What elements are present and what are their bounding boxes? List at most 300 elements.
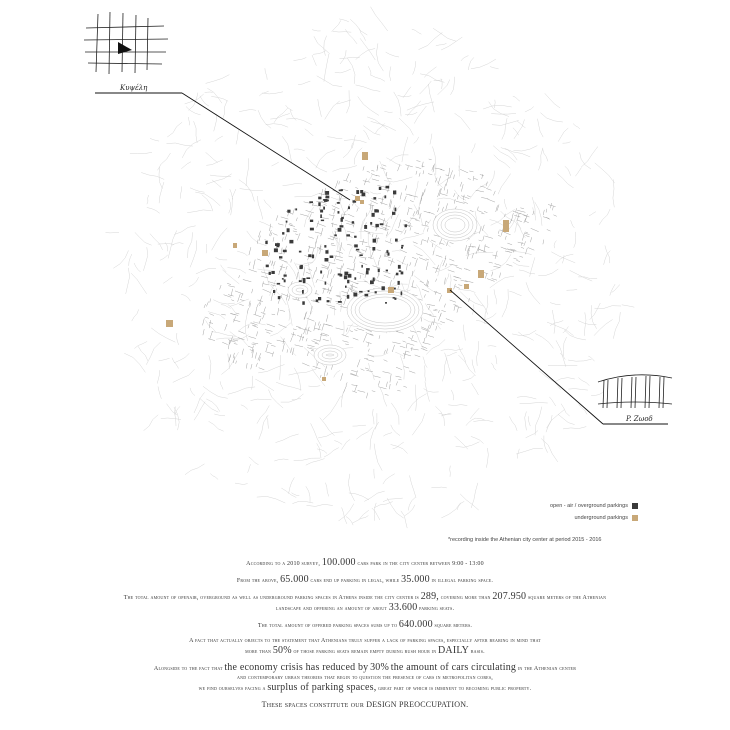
street-segment <box>565 166 571 176</box>
city-block-edge <box>427 304 435 305</box>
city-block-edge <box>249 336 257 338</box>
city-block-edge <box>482 225 484 231</box>
city-block-edge <box>210 299 211 303</box>
sketch-columns-bottom <box>594 368 676 414</box>
city-block-edge <box>327 305 335 307</box>
city-block-edge <box>231 289 233 296</box>
city-block-edge <box>396 367 402 370</box>
city-block-edge <box>410 200 414 202</box>
city-block-edge <box>372 234 373 238</box>
underground-parking-marker <box>322 377 326 381</box>
street-segment <box>545 93 560 108</box>
city-block-edge <box>381 214 385 215</box>
street-segment <box>274 108 288 123</box>
city-block-edge <box>322 323 324 330</box>
street-segment <box>563 337 566 356</box>
street-segment <box>270 323 291 336</box>
city-block-edge <box>236 313 239 314</box>
city-block-edge <box>415 258 418 266</box>
city-block-edge <box>428 336 434 338</box>
street-segment <box>291 493 299 496</box>
street-segment <box>306 486 310 502</box>
street-segment <box>294 458 321 460</box>
street-segment <box>514 119 525 138</box>
street-segment <box>194 392 205 413</box>
city-block-edge <box>252 289 253 293</box>
open-air-parking-marker <box>323 207 325 210</box>
street-segment <box>437 177 451 186</box>
street-segment <box>458 345 465 362</box>
street-segment <box>358 97 379 116</box>
street-segment <box>384 111 392 112</box>
street-segment <box>517 396 536 399</box>
open-air-parking-marker <box>395 239 398 242</box>
city-block-edge <box>277 308 278 315</box>
underground-parking-marker <box>360 200 364 204</box>
open-air-parking-marker <box>341 218 343 222</box>
open-air-parking-marker <box>401 247 403 249</box>
city-block-edge <box>390 258 393 265</box>
city-block-edge <box>270 261 271 264</box>
open-air-parking-marker <box>275 243 278 246</box>
street-segment <box>391 403 399 425</box>
open-air-parking-marker <box>318 197 321 200</box>
city-block-edge <box>435 309 438 310</box>
open-air-parking-marker <box>330 256 334 259</box>
city-block-edge <box>449 259 454 261</box>
open-air-parking-marker <box>308 254 311 257</box>
street-segment <box>455 436 468 449</box>
city-block-edge <box>341 373 343 381</box>
street-segment <box>266 416 268 428</box>
open-air-parking-marker <box>284 279 286 282</box>
city-block-edge <box>364 358 368 359</box>
open-air-parking-marker <box>325 191 329 195</box>
city-block-edge <box>436 279 437 282</box>
p5-text-d: basis. <box>470 649 485 655</box>
city-block-edge <box>240 300 245 301</box>
city-block-edge <box>479 240 482 241</box>
open-air-parking-marker <box>348 274 352 278</box>
street-segment <box>317 76 342 87</box>
street-segment <box>335 231 339 252</box>
city-block-edge <box>495 264 501 266</box>
city-block-edge <box>271 345 275 346</box>
city-block-edge <box>470 210 474 211</box>
street-segment <box>194 121 198 143</box>
city-block-edge <box>285 222 286 227</box>
street-segment <box>471 436 484 443</box>
city-block-edge <box>349 256 353 257</box>
city-block-edge <box>517 220 522 222</box>
city-block-edge <box>400 250 407 253</box>
street-segment <box>212 228 228 251</box>
street-segment <box>376 43 383 71</box>
street-segment <box>558 414 575 424</box>
p7-text-a: These spaces constitute our <box>261 700 365 709</box>
city-block-edge <box>436 255 443 257</box>
street-segment <box>180 186 181 198</box>
city-block-edge <box>521 247 524 248</box>
street-segment <box>502 118 507 139</box>
city-block-edge <box>295 345 304 347</box>
city-block-edge <box>385 222 387 231</box>
street-segment <box>538 119 544 137</box>
city-block-edge <box>476 190 484 192</box>
street-segment <box>312 30 321 31</box>
underground-parking-marker <box>233 243 237 248</box>
city-block-edge <box>426 259 429 260</box>
sketch-bottom-caption: P. Ζωοδ <box>626 415 653 423</box>
street-segment <box>380 161 392 185</box>
city-block-edge <box>454 199 455 204</box>
city-block-edge <box>405 165 412 167</box>
city-block-edge <box>514 215 520 217</box>
street-segment <box>286 118 311 125</box>
leader-line-bottom-diagonal <box>450 290 603 424</box>
p3-number-1: 289, <box>420 591 439 602</box>
street-segment <box>306 459 325 466</box>
city-block-edge <box>416 161 420 162</box>
street-segment <box>340 198 344 213</box>
city-block-edge <box>360 275 361 279</box>
city-block-edge <box>248 325 249 328</box>
underground-swatch <box>632 515 638 521</box>
city-block-edge <box>432 244 433 248</box>
city-block-edge <box>236 361 237 364</box>
street-segment <box>349 245 354 255</box>
city-block-edge <box>255 309 257 315</box>
city-block-edge <box>363 181 370 183</box>
street-segment <box>484 313 496 320</box>
street-segment <box>486 448 488 468</box>
city-block-edge <box>365 368 369 369</box>
p2-text-c: in illegal parking space. <box>431 578 494 584</box>
street-segment <box>339 238 340 257</box>
city-block-edge <box>263 284 269 285</box>
street-segment <box>429 84 435 112</box>
open-air-parking-marker <box>386 250 388 253</box>
street-segment <box>308 262 315 288</box>
street-segment <box>476 418 484 420</box>
street-segment <box>463 325 465 341</box>
city-block-edge <box>323 339 329 341</box>
street-segment <box>347 58 355 84</box>
street-segment <box>562 255 564 263</box>
city-block-edge <box>209 323 213 324</box>
city-block-edge <box>485 236 493 238</box>
street-segment <box>185 464 205 475</box>
open-air-parking-marker <box>347 280 349 284</box>
street-segment <box>205 92 213 93</box>
city-block-edge <box>412 280 413 287</box>
city-block-edge <box>209 314 214 316</box>
city-block-edge <box>421 348 428 351</box>
city-block-edge <box>360 241 368 242</box>
open-air-parking-marker <box>299 280 302 282</box>
open-air-parking-marker <box>370 222 372 225</box>
street-segment <box>416 285 423 300</box>
city-block-edge <box>259 368 265 370</box>
street-segment <box>268 282 286 305</box>
open-air-parking-marker <box>287 228 290 232</box>
city-block-edge <box>335 181 338 189</box>
city-block-edge <box>210 331 213 339</box>
city-block-edge <box>444 184 446 191</box>
city-block-edge <box>320 375 321 378</box>
street-segment <box>281 394 304 402</box>
street-segment <box>412 413 425 435</box>
city-block-edge <box>438 310 439 313</box>
city-block-edge <box>347 328 348 332</box>
street-segment <box>206 160 222 165</box>
city-block-edge <box>255 352 256 358</box>
city-block-edge <box>220 285 222 289</box>
city-block-edge <box>543 240 544 245</box>
street-segment <box>337 100 351 104</box>
city-block-edge <box>360 262 368 265</box>
street-segment <box>339 504 354 521</box>
city-block-edge <box>383 372 391 374</box>
street-segment <box>578 378 589 386</box>
city-block-edge <box>364 179 366 186</box>
street-segment <box>276 434 299 443</box>
city-block-edge <box>289 223 292 224</box>
street-segment <box>578 277 597 279</box>
open-air-parking-marker <box>373 197 376 199</box>
city-block-edge <box>249 247 251 255</box>
p6-text-a: Alongside to the fact that <box>153 666 223 672</box>
street-segment <box>405 112 417 114</box>
city-block-edge <box>450 243 454 244</box>
city-block-edge <box>518 242 524 244</box>
p6-text-d: in the Athenian center <box>517 666 577 672</box>
street-segment <box>446 274 450 285</box>
city-block-edge <box>247 308 248 313</box>
city-block-edge <box>343 295 348 296</box>
open-air-parking-marker <box>359 291 363 293</box>
city-block-edge <box>511 213 513 221</box>
city-block-edge <box>289 225 295 227</box>
city-block-edge <box>385 256 391 258</box>
city-block-edge <box>233 316 235 322</box>
street-segment <box>416 385 417 411</box>
street-segment <box>298 81 310 84</box>
city-block-edge <box>264 307 266 313</box>
open-air-parking-marker <box>295 208 297 210</box>
city-block-edge <box>524 241 526 246</box>
city-block-edge <box>417 331 421 332</box>
street-segment <box>539 148 543 171</box>
city-block-edge <box>368 257 373 258</box>
city-block-edge <box>433 310 437 311</box>
street-segment <box>143 247 147 271</box>
city-block-edge <box>498 236 501 237</box>
city-block-edge <box>479 227 481 234</box>
city-block-edge <box>315 328 321 330</box>
city-block-edge <box>307 352 308 357</box>
city-block-edge <box>436 326 437 330</box>
city-block-edge <box>485 246 490 248</box>
street-segment <box>383 474 395 484</box>
street-segment <box>160 255 168 260</box>
street-segment <box>333 166 357 172</box>
city-block-edge <box>398 164 401 171</box>
street-segment <box>236 130 239 144</box>
p6-text-f: we find ourselves facing a <box>198 686 266 692</box>
city-block-edge <box>234 344 238 345</box>
city-block-edge <box>419 173 420 177</box>
city-block-edge <box>553 215 556 217</box>
street-segment <box>190 388 195 396</box>
street-segment <box>512 330 536 335</box>
street-segment <box>206 174 232 185</box>
legend-open-air <box>550 500 638 512</box>
city-block-edge <box>342 341 348 343</box>
open-air-parking-marker <box>302 301 305 305</box>
street-segment <box>426 340 445 355</box>
city-block-edge <box>433 251 434 255</box>
city-block-edge <box>342 335 349 338</box>
street-segment <box>306 157 327 172</box>
city-block-edge <box>225 324 227 331</box>
city-block-edge <box>429 316 436 317</box>
street-segment <box>402 137 408 162</box>
street-segment <box>364 491 384 501</box>
street-segment <box>332 232 344 251</box>
city-block-edge <box>525 234 530 235</box>
city-block-edge <box>281 264 283 270</box>
city-block-edge <box>317 221 319 228</box>
street-segment <box>334 441 342 445</box>
city-block-edge <box>409 371 415 373</box>
city-block-edge <box>269 252 270 257</box>
open-air-parking-marker <box>398 281 400 285</box>
open-air-parking-marker <box>325 250 328 254</box>
city-block-edge <box>228 340 229 349</box>
street-segment <box>473 420 493 422</box>
city-block-edge <box>327 373 328 376</box>
p6-number: 30% <box>370 662 390 673</box>
street-segment <box>168 231 177 259</box>
city-block-edge <box>261 312 266 314</box>
street-segment <box>159 358 170 361</box>
p6-text-c: the amount of cars circulating <box>390 662 517 673</box>
city-block-edge <box>453 276 461 278</box>
street-segment <box>423 357 427 368</box>
street-segment <box>470 183 488 199</box>
street-segment <box>435 406 444 426</box>
street-segment <box>252 376 253 390</box>
street-segment <box>247 231 267 246</box>
street-segment <box>151 328 175 342</box>
city-block-edge <box>457 307 459 313</box>
city-block-edge <box>355 187 358 188</box>
street-segment <box>425 366 426 382</box>
city-block-edge <box>403 354 411 356</box>
street-segment <box>491 209 515 225</box>
street-segment <box>190 188 205 192</box>
street-segment <box>371 75 385 81</box>
city-block-edge <box>309 214 312 220</box>
open-air-parking-marker <box>364 225 367 229</box>
city-block-edge <box>467 196 471 197</box>
hill-contour <box>433 209 477 241</box>
city-block-edge <box>205 317 209 318</box>
city-block-edge <box>548 205 556 207</box>
open-air-parking-marker <box>384 195 386 198</box>
street-segment <box>491 363 496 370</box>
city-block-edge <box>514 258 518 259</box>
sketch-top-caption: Κυψέλη <box>120 84 148 92</box>
street-segment <box>294 149 305 151</box>
open-air-parking-marker <box>392 212 395 215</box>
open-air-parking-marker <box>327 300 330 302</box>
city-block-edge <box>453 193 455 197</box>
city-block-edge <box>266 342 271 344</box>
city-block-edge <box>293 299 300 301</box>
city-block-edge <box>320 333 322 342</box>
city-block-edge <box>489 262 493 263</box>
street-segment <box>504 199 507 209</box>
street-segment <box>550 303 560 305</box>
city-block-edge <box>316 235 319 243</box>
p1-text-a: According to a 2010 survey, <box>246 561 321 567</box>
open-air-parking-marker <box>356 249 359 251</box>
street-segment <box>538 269 558 276</box>
city-block-edge <box>379 335 380 339</box>
city-block-edge <box>282 237 283 241</box>
street-segment <box>405 505 415 516</box>
city-block-edge <box>221 314 226 315</box>
city-block-edge <box>345 220 352 223</box>
city-block-edge <box>426 182 428 186</box>
street-segment <box>447 352 457 356</box>
city-block-edge <box>438 176 441 184</box>
city-block-edge <box>446 175 449 176</box>
street-segment <box>186 107 201 115</box>
city-block-edge <box>411 335 413 341</box>
underground-parking-marker <box>355 196 360 201</box>
city-block-edge <box>359 257 366 259</box>
street-segment <box>239 110 256 112</box>
city-block-edge <box>396 376 402 377</box>
street-segment <box>472 383 479 395</box>
street-segment <box>307 504 333 506</box>
open-air-parking-marker <box>312 255 314 259</box>
street-segment <box>206 244 207 253</box>
street-segment <box>158 387 161 399</box>
street-segment <box>132 309 139 321</box>
street-segment <box>384 206 400 225</box>
city-block-edge <box>531 228 539 231</box>
city-block-edge <box>404 220 411 223</box>
open-air-parking-marker <box>340 225 344 227</box>
street-segment <box>129 254 132 266</box>
city-block-edge <box>468 243 471 251</box>
city-block-edge <box>382 165 386 167</box>
city-block-edge <box>507 243 512 245</box>
street-segment <box>202 195 213 212</box>
p5-daily: DAILY <box>437 645 470 656</box>
street-segment <box>496 355 497 364</box>
street-segment <box>257 196 263 219</box>
city-block-edge <box>307 345 314 347</box>
p3-text-b: covering more than <box>440 595 491 601</box>
city-block-edge <box>336 259 343 261</box>
street-segment <box>340 50 346 64</box>
open-air-parking-marker <box>334 234 337 236</box>
